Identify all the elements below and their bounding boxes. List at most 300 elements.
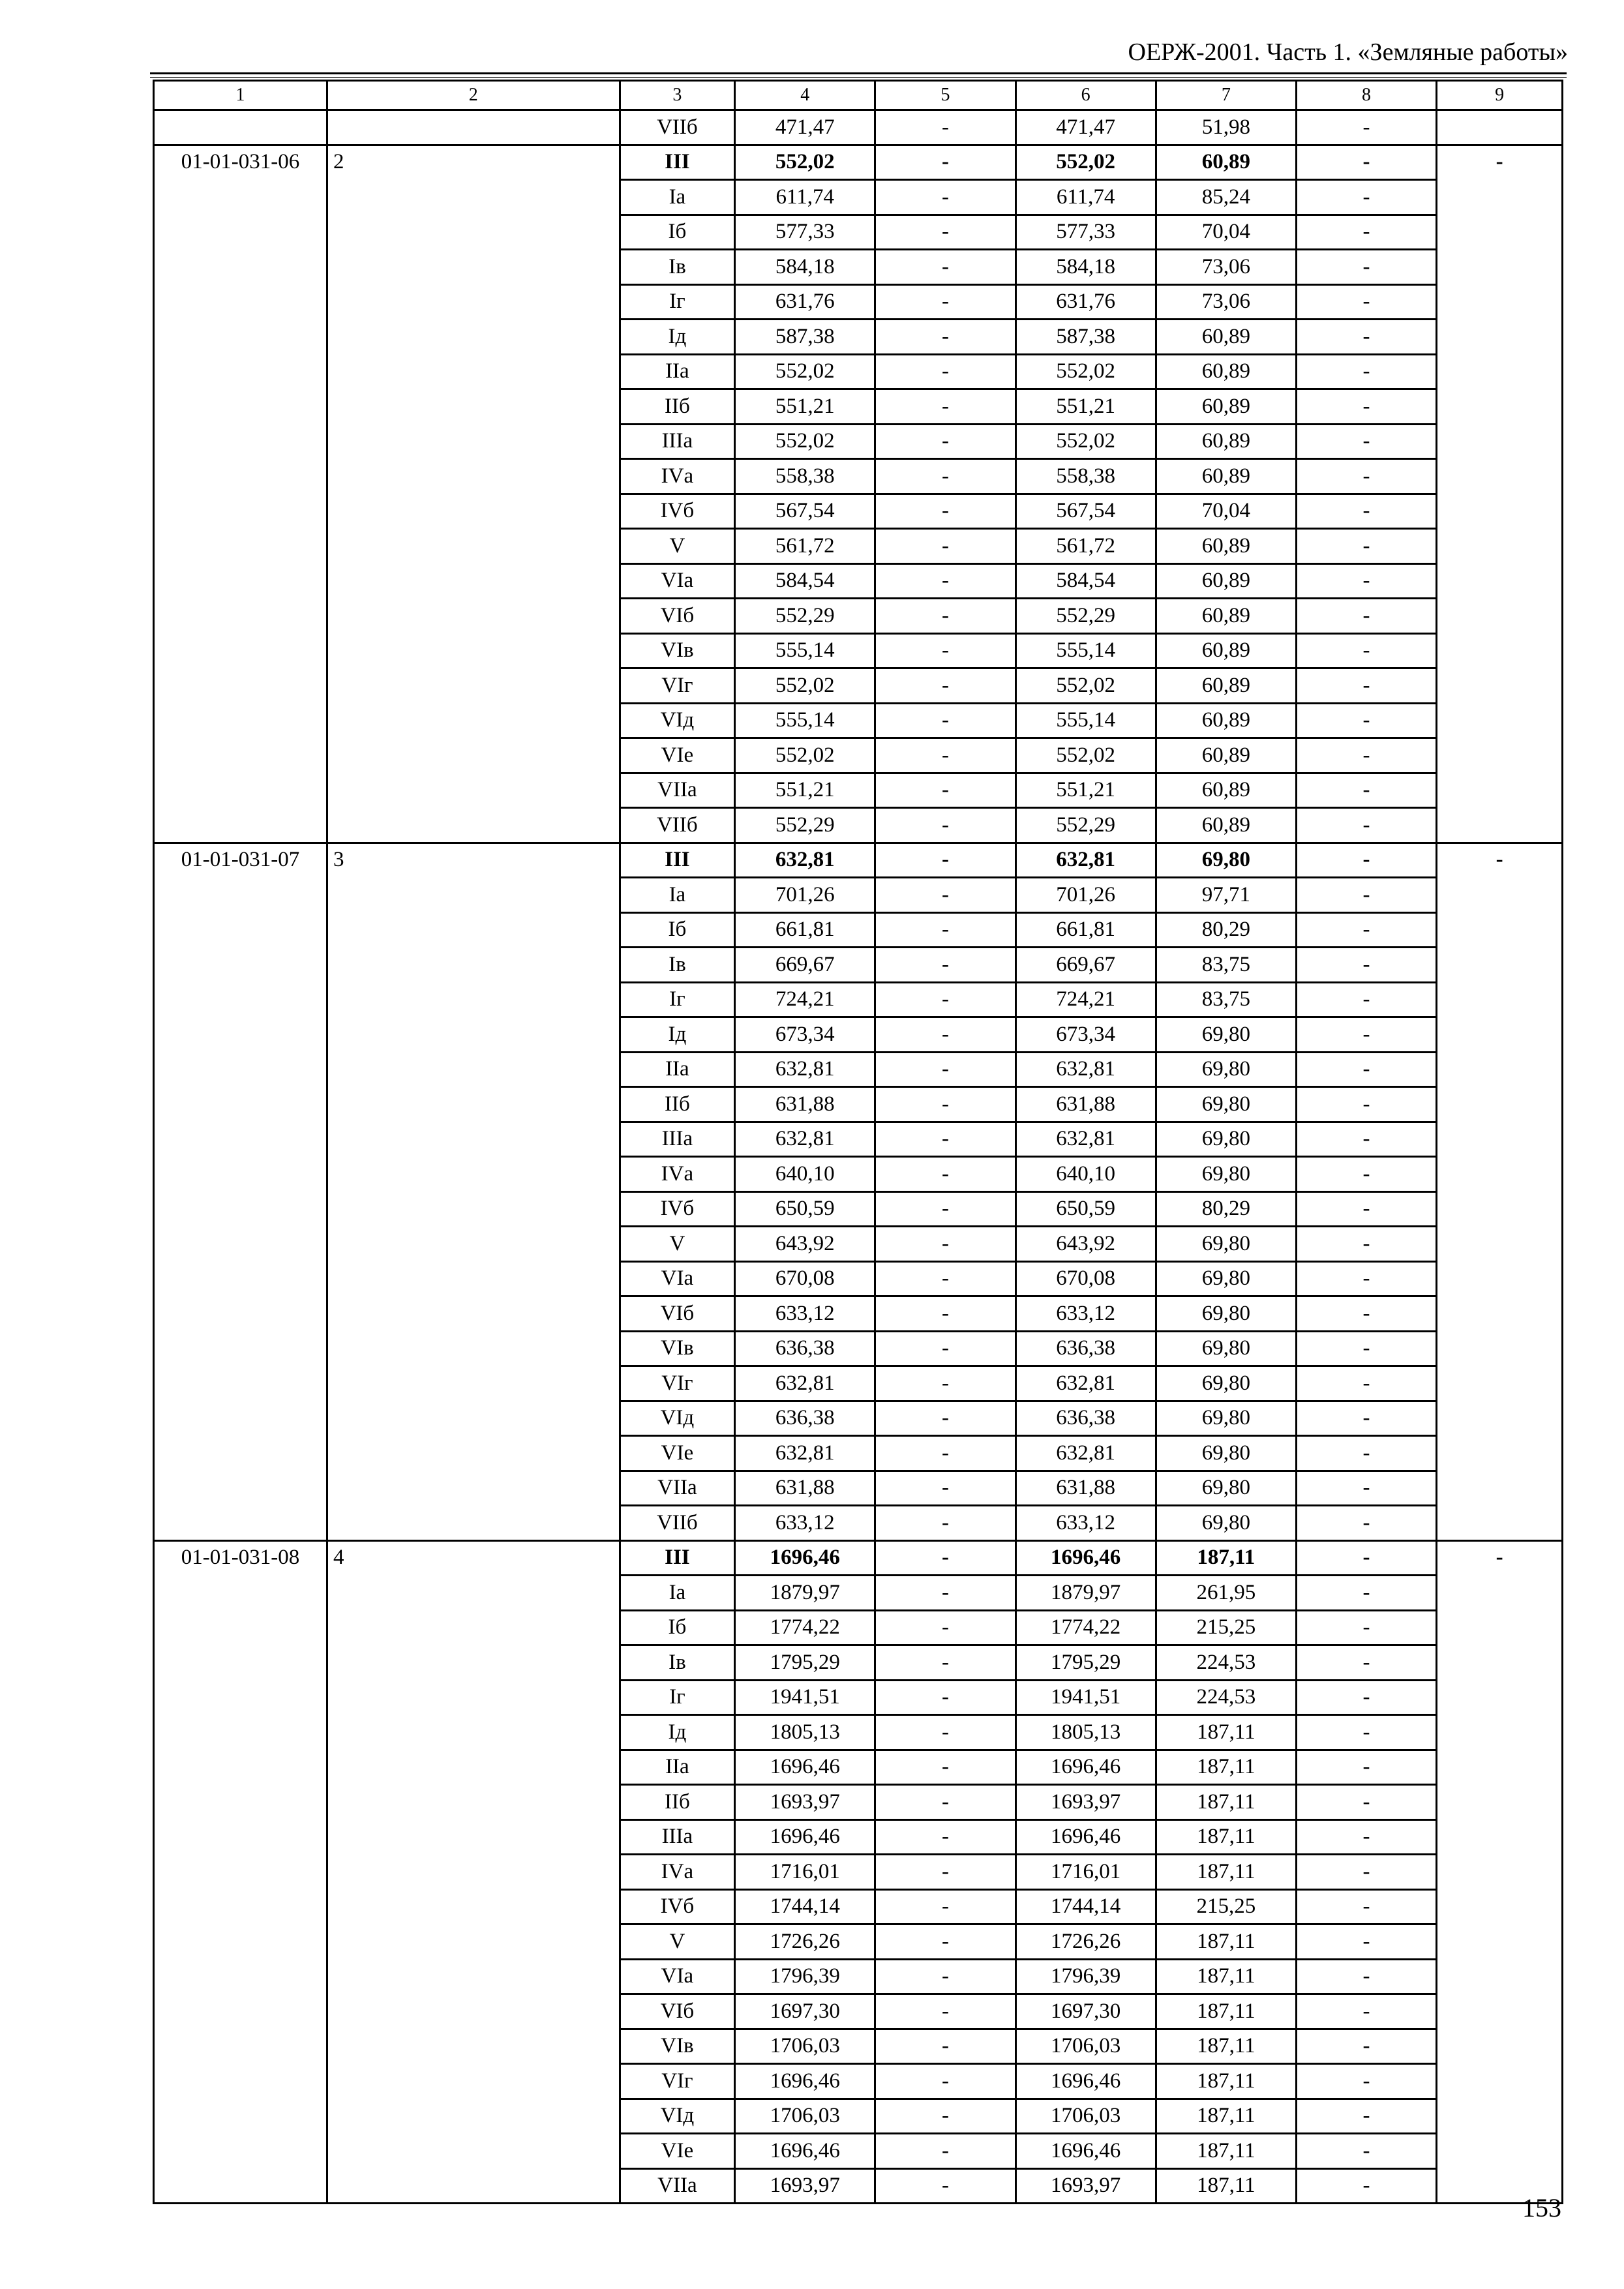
value-cell: 631,76 [1015, 284, 1156, 320]
value-cell: 552,02 [1015, 668, 1156, 704]
value-cell: 611,74 [1015, 180, 1156, 215]
value-cell: - [875, 1994, 1015, 2029]
value-cell: - [1296, 1471, 1436, 1506]
value-cell: - [1296, 1855, 1436, 1890]
value-cell: V [620, 529, 735, 564]
value-cell: 631,88 [1015, 1471, 1156, 1506]
value-cell: 80,29 [1156, 912, 1296, 948]
value-cell: 60,89 [1156, 424, 1296, 459]
value-cell: - [875, 250, 1015, 285]
value-cell: 60,89 [1156, 529, 1296, 564]
value-cell: 60,89 [1156, 145, 1296, 180]
value-cell: - [875, 284, 1015, 320]
value-cell: - [875, 389, 1015, 425]
value-cell: 632,81 [1015, 1436, 1156, 1471]
value-cell: 1693,97 [735, 1785, 875, 1820]
value-cell: 1696,46 [735, 1750, 875, 1785]
value-cell: - [1296, 633, 1436, 668]
value-cell: - [1296, 2064, 1436, 2099]
value-cell: 587,38 [735, 320, 875, 355]
value-cell: - [875, 320, 1015, 355]
value-cell: - [1296, 1610, 1436, 1645]
value-cell: 187,11 [1156, 1855, 1296, 1890]
value-cell: 661,81 [1015, 912, 1156, 948]
column-number: 3 [620, 81, 735, 110]
value-cell: - [1296, 2099, 1436, 2134]
value-cell: 650,59 [735, 1191, 875, 1227]
value-cell: 631,76 [735, 284, 875, 320]
value-cell: - [875, 563, 1015, 599]
value-cell: 73,06 [1156, 284, 1296, 320]
value-cell: IIIа [620, 1122, 735, 1157]
value-cell: Iа [620, 180, 735, 215]
value-cell: Iв [620, 1645, 735, 1681]
value-cell: 1744,14 [735, 1889, 875, 1924]
value-cell: Iг [620, 1680, 735, 1715]
value-cell: 584,54 [735, 563, 875, 599]
value-cell: 187,11 [1156, 1540, 1296, 1576]
value-cell: IIб [620, 1087, 735, 1122]
value-cell: 1706,03 [1015, 2099, 1156, 2134]
value-cell: 640,10 [1015, 1157, 1156, 1192]
value-cell: 1696,46 [735, 1819, 875, 1855]
col9-cell: - [1437, 1540, 1563, 2204]
value-cell: 631,88 [735, 1087, 875, 1122]
col9-cell: - [1437, 843, 1563, 1540]
price-table [153, 80, 1563, 2204]
value-cell: VIIб [620, 1506, 735, 1541]
value-cell: - [1296, 1750, 1436, 1785]
value-cell: 60,89 [1156, 459, 1296, 494]
value-cell: - [1296, 703, 1436, 738]
value-cell: - [875, 1296, 1015, 1332]
value-cell: 632,81 [1015, 1366, 1156, 1401]
value-cell: - [1296, 1994, 1436, 2029]
value-cell: 552,02 [1015, 738, 1156, 773]
value-cell: IIа [620, 1052, 735, 1087]
value-cell: Iа [620, 878, 735, 913]
value-cell: - [1296, 2168, 1436, 2204]
value-cell: VIIб [620, 110, 735, 145]
value-cell: - [875, 494, 1015, 529]
value-cell: 551,21 [1015, 389, 1156, 425]
value-cell: Iа [620, 1576, 735, 1611]
value-cell: 187,11 [1156, 1750, 1296, 1785]
value-cell: 1696,46 [735, 2064, 875, 2099]
value-cell: - [1296, 1122, 1436, 1157]
rate-index: 4 [327, 1540, 620, 2204]
value-cell: - [1296, 1191, 1436, 1227]
value-cell: - [875, 1959, 1015, 1994]
value-cell: 187,11 [1156, 1785, 1296, 1820]
value-cell: VIе [620, 1436, 735, 1471]
value-cell: IVб [620, 1191, 735, 1227]
value-cell: 701,26 [1015, 878, 1156, 913]
value-cell: 632,81 [735, 1436, 875, 1471]
value-cell: 224,53 [1156, 1645, 1296, 1681]
value-cell: 60,89 [1156, 703, 1296, 738]
table-row [154, 145, 1563, 180]
value-cell: 1697,30 [735, 1994, 875, 2029]
value-cell: 552,02 [735, 145, 875, 180]
value-cell: 611,74 [735, 180, 875, 215]
value-cell: 1941,51 [1015, 1680, 1156, 1715]
value-cell: 1696,46 [735, 1540, 875, 1576]
value-cell: 70,04 [1156, 494, 1296, 529]
value-cell: 631,88 [735, 1471, 875, 1506]
value-cell: IVа [620, 459, 735, 494]
value-cell: 1744,14 [1015, 1889, 1156, 1924]
value-cell: 551,21 [735, 773, 875, 808]
value-cell: - [875, 110, 1015, 145]
value-cell: - [1296, 1331, 1436, 1366]
value-cell: 1693,97 [735, 2168, 875, 2204]
value-cell: 552,02 [735, 354, 875, 389]
value-cell: IIб [620, 1785, 735, 1820]
value-cell: - [875, 878, 1015, 913]
value-cell: - [1296, 878, 1436, 913]
column-number-row [154, 81, 1563, 110]
value-cell: IIIа [620, 1819, 735, 1855]
value-cell: 471,47 [735, 110, 875, 145]
value-cell: 552,29 [1015, 808, 1156, 843]
value-cell: 69,80 [1156, 1227, 1296, 1262]
value-cell: - [875, 703, 1015, 738]
page-header-title: ОЕРЖ-2001. Часть 1. «Земляные работы» [1128, 38, 1568, 66]
value-cell: 1805,13 [1015, 1715, 1156, 1750]
value-cell: Iв [620, 250, 735, 285]
value-cell: 1693,97 [1015, 2168, 1156, 2204]
value-cell: 724,21 [735, 982, 875, 1017]
value-cell: 633,12 [1015, 1506, 1156, 1541]
value-cell: - [875, 1401, 1015, 1436]
value-cell: VIIа [620, 2168, 735, 2204]
value-cell: IIа [620, 354, 735, 389]
value-cell: 561,72 [1015, 529, 1156, 564]
value-cell: 60,89 [1156, 633, 1296, 668]
value-cell: VIIа [620, 773, 735, 808]
value-cell: - [1296, 1645, 1436, 1681]
value-cell: - [875, 1889, 1015, 1924]
value-cell: 85,24 [1156, 180, 1296, 215]
column-number: 4 [735, 81, 875, 110]
value-cell: 69,80 [1156, 1366, 1296, 1401]
value-cell: - [1296, 250, 1436, 285]
value-cell: 60,89 [1156, 738, 1296, 773]
value-cell: IVа [620, 1855, 735, 1890]
rate-code: 01-01-031-08 [154, 1540, 327, 2204]
value-cell: 661,81 [735, 912, 875, 948]
value-cell: IIб [620, 389, 735, 425]
value-cell: - [875, 1087, 1015, 1122]
rate-index: 2 [327, 145, 620, 843]
value-cell: 640,10 [735, 1157, 875, 1192]
value-cell: - [1296, 284, 1436, 320]
value-cell: 577,33 [735, 215, 875, 250]
value-cell: 69,80 [1156, 1436, 1296, 1471]
value-cell: 1795,29 [1015, 1645, 1156, 1681]
value-cell: 1696,46 [1015, 1750, 1156, 1785]
header-rule [150, 72, 1567, 78]
value-cell: - [875, 1017, 1015, 1053]
value-cell: 215,25 [1156, 1889, 1296, 1924]
value-cell: - [1296, 1785, 1436, 1820]
value-cell: - [875, 1191, 1015, 1227]
value-cell: - [875, 1610, 1015, 1645]
value-cell: 97,71 [1156, 878, 1296, 913]
value-cell: - [1296, 1366, 1436, 1401]
value-cell: III [620, 145, 735, 180]
value-cell: 69,80 [1156, 1331, 1296, 1366]
value-cell: 555,14 [1015, 703, 1156, 738]
column-number: 2 [327, 81, 620, 110]
value-cell: 1774,22 [1015, 1610, 1156, 1645]
value-cell: - [875, 599, 1015, 634]
value-cell: - [1296, 1157, 1436, 1192]
value-cell: Iд [620, 320, 735, 355]
value-cell: 1697,30 [1015, 1994, 1156, 2029]
value-cell: 69,80 [1156, 1052, 1296, 1087]
value-cell: Iг [620, 982, 735, 1017]
value-cell: 670,08 [1015, 1261, 1156, 1296]
value-cell: 650,59 [1015, 1191, 1156, 1227]
col9-cell: - [1437, 145, 1563, 843]
value-cell: - [1296, 1261, 1436, 1296]
value-cell: - [875, 773, 1015, 808]
value-cell: - [1296, 459, 1436, 494]
code-cell [154, 110, 327, 145]
value-cell: Iг [620, 284, 735, 320]
value-cell: - [1296, 2134, 1436, 2169]
value-cell: - [1296, 389, 1436, 425]
value-cell: 1726,26 [735, 1924, 875, 1960]
value-cell: - [1296, 843, 1436, 878]
value-cell: - [1296, 1017, 1436, 1053]
col9-cell [1437, 110, 1563, 145]
value-cell: 1706,03 [1015, 2029, 1156, 2064]
value-cell: - [875, 1785, 1015, 1820]
value-cell: - [875, 1540, 1015, 1576]
value-cell: Iб [620, 215, 735, 250]
value-cell: 632,81 [1015, 843, 1156, 878]
value-cell: 187,11 [1156, 2134, 1296, 2169]
value-cell: 701,26 [735, 878, 875, 913]
value-cell: 187,11 [1156, 2064, 1296, 2099]
value-cell: 51,98 [1156, 110, 1296, 145]
value-cell: - [875, 354, 1015, 389]
value-cell: - [1296, 808, 1436, 843]
value-cell: - [1296, 1680, 1436, 1715]
value-cell: - [1296, 563, 1436, 599]
value-cell: - [875, 1436, 1015, 1471]
value-cell: 552,02 [1015, 424, 1156, 459]
table-row [154, 1540, 1563, 1576]
value-cell: VIд [620, 703, 735, 738]
value-cell: 187,11 [1156, 1819, 1296, 1855]
value-cell: 584,18 [1015, 250, 1156, 285]
value-cell: - [1296, 1436, 1436, 1471]
value-cell: - [875, 843, 1015, 878]
value-cell: 632,81 [1015, 1052, 1156, 1087]
value-cell: 69,80 [1156, 843, 1296, 878]
column-number: 7 [1156, 81, 1296, 110]
value-cell: - [1296, 1715, 1436, 1750]
value-cell: - [875, 1645, 1015, 1681]
value-cell: - [1296, 1087, 1436, 1122]
value-cell: 561,72 [735, 529, 875, 564]
value-cell: - [875, 1819, 1015, 1855]
value-cell: - [875, 215, 1015, 250]
column-number: 1 [154, 81, 327, 110]
value-cell: - [1296, 424, 1436, 459]
value-cell: - [1296, 180, 1436, 215]
value-cell: - [1296, 1296, 1436, 1332]
value-cell: 1796,39 [1015, 1959, 1156, 1994]
value-cell: - [1296, 320, 1436, 355]
value-cell: 187,11 [1156, 2099, 1296, 2134]
value-cell: - [875, 2064, 1015, 2099]
value-cell: - [875, 2099, 1015, 2134]
value-cell: VIа [620, 1959, 735, 1994]
value-cell: - [875, 668, 1015, 704]
value-cell: - [1296, 215, 1436, 250]
value-cell: 60,89 [1156, 599, 1296, 634]
value-cell: 632,81 [735, 1366, 875, 1401]
value-cell: 187,11 [1156, 1924, 1296, 1960]
value-cell: - [1296, 1576, 1436, 1611]
value-cell: 60,89 [1156, 320, 1296, 355]
value-cell: - [875, 1576, 1015, 1611]
value-cell: 60,89 [1156, 389, 1296, 425]
value-cell: VIг [620, 1366, 735, 1401]
value-cell: 636,38 [1015, 1331, 1156, 1366]
value-cell: 577,33 [1015, 215, 1156, 250]
value-cell: 69,80 [1156, 1017, 1296, 1053]
value-cell: 636,38 [735, 1401, 875, 1436]
value-cell: - [875, 1122, 1015, 1157]
value-cell: - [875, 808, 1015, 843]
value-cell: VIб [620, 599, 735, 634]
value-cell: 1696,46 [1015, 1819, 1156, 1855]
value-cell: - [1296, 1401, 1436, 1436]
value-cell: 83,75 [1156, 948, 1296, 983]
table-row [154, 843, 1563, 878]
value-cell: 187,11 [1156, 2029, 1296, 2064]
value-cell: 555,14 [735, 703, 875, 738]
value-cell: 632,81 [735, 1122, 875, 1157]
value-cell: 1693,97 [1015, 1785, 1156, 1820]
value-cell: VIб [620, 1296, 735, 1332]
value-cell: - [1296, 1052, 1436, 1087]
rate-index: 3 [327, 843, 620, 1540]
value-cell: Iб [620, 912, 735, 948]
value-cell: 1795,29 [735, 1645, 875, 1681]
value-cell: 552,02 [1015, 145, 1156, 180]
value-cell: 643,92 [1015, 1227, 1156, 1262]
value-cell: 673,34 [1015, 1017, 1156, 1053]
value-cell: VIг [620, 2064, 735, 2099]
value-cell: - [875, 180, 1015, 215]
value-cell: - [1296, 1924, 1436, 1960]
value-cell: 69,80 [1156, 1401, 1296, 1436]
value-cell: - [875, 145, 1015, 180]
value-cell: - [875, 2168, 1015, 2204]
value-cell: 552,29 [735, 599, 875, 634]
value-cell: 669,67 [735, 948, 875, 983]
value-cell: 69,80 [1156, 1261, 1296, 1296]
value-cell: 187,11 [1156, 1715, 1296, 1750]
value-cell: - [1296, 982, 1436, 1017]
value-cell: VIв [620, 1331, 735, 1366]
value-cell: - [875, 459, 1015, 494]
value-cell: 60,89 [1156, 563, 1296, 599]
value-cell: 1716,01 [735, 1855, 875, 1890]
value-cell: 636,38 [735, 1331, 875, 1366]
table-body [154, 81, 1563, 2204]
value-cell: - [1296, 1889, 1436, 1924]
value-cell: 552,02 [735, 424, 875, 459]
value-cell: 636,38 [1015, 1401, 1156, 1436]
value-cell: V [620, 1227, 735, 1262]
value-cell: 643,92 [735, 1227, 875, 1262]
rate-code: 01-01-031-06 [154, 145, 327, 843]
value-cell: - [1296, 354, 1436, 389]
value-cell: 633,12 [735, 1506, 875, 1541]
value-cell: - [1296, 1506, 1436, 1541]
value-cell: 187,11 [1156, 1994, 1296, 2029]
value-cell: 670,08 [735, 1261, 875, 1296]
value-cell: 1805,13 [735, 1715, 875, 1750]
value-cell: 60,89 [1156, 354, 1296, 389]
value-cell: - [1296, 948, 1436, 983]
page-number: 153 [1522, 2193, 1561, 2222]
value-cell: 558,38 [1015, 459, 1156, 494]
value-cell: - [875, 1331, 1015, 1366]
value-cell: - [875, 1750, 1015, 1785]
value-cell: - [875, 424, 1015, 459]
index-cell [327, 110, 620, 145]
value-cell: 1706,03 [735, 2029, 875, 2064]
value-cell: 673,34 [735, 1017, 875, 1053]
value-cell: 632,81 [735, 843, 875, 878]
value-cell: - [875, 1506, 1015, 1541]
value-cell: IVб [620, 494, 735, 529]
value-cell: Iб [620, 1610, 735, 1645]
value-cell: Iв [620, 948, 735, 983]
value-cell: IIа [620, 1750, 735, 1785]
value-cell: VIв [620, 633, 735, 668]
value-cell: VIе [620, 738, 735, 773]
value-cell: - [1296, 1227, 1436, 1262]
value-cell: Iд [620, 1017, 735, 1053]
value-cell: - [875, 2134, 1015, 2169]
value-cell: 69,80 [1156, 1296, 1296, 1332]
value-cell: 632,81 [1015, 1122, 1156, 1157]
value-cell: 1879,97 [735, 1576, 875, 1611]
value-cell: V [620, 1924, 735, 1960]
value-cell: IVб [620, 1889, 735, 1924]
value-cell: - [875, 1366, 1015, 1401]
value-cell: 69,80 [1156, 1087, 1296, 1122]
value-cell: 1696,46 [735, 2134, 875, 2169]
value-cell: 631,88 [1015, 1087, 1156, 1122]
value-cell: 552,02 [735, 738, 875, 773]
value-cell: - [1296, 1819, 1436, 1855]
value-cell: VIа [620, 563, 735, 599]
value-cell: 1879,97 [1015, 1576, 1156, 1611]
value-cell: - [1296, 529, 1436, 564]
value-cell: - [875, 912, 1015, 948]
